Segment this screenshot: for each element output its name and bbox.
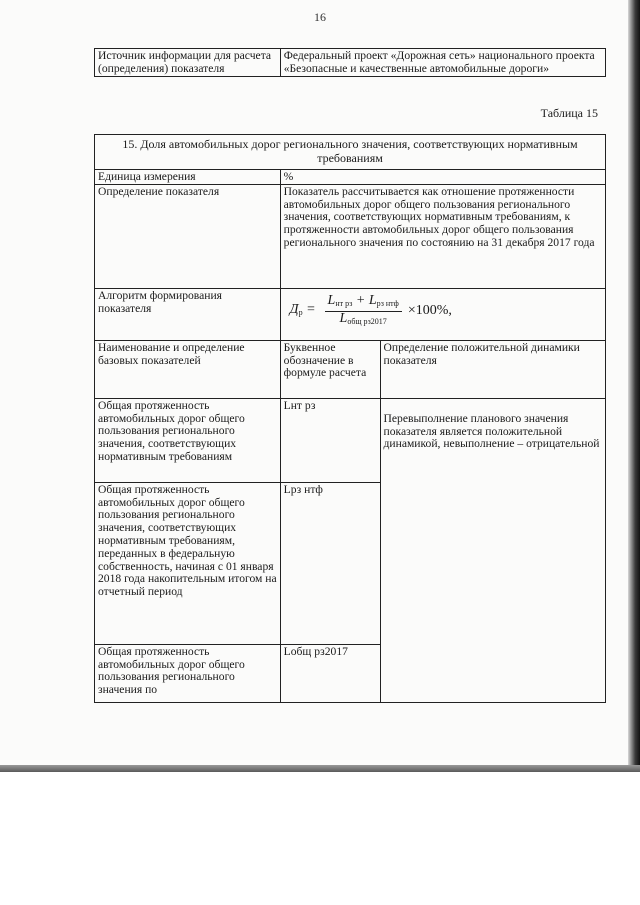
- table-row: [95, 170, 606, 185]
- definition-label: Определение показателя: [95, 184, 281, 288]
- formula-lhs: $Д_р$ =: [289, 301, 316, 317]
- page-number: 16: [314, 10, 326, 24]
- scan-edge-bottom: [0, 765, 640, 772]
- header-symbol: Буквенное обозначение в формуле расчета: [280, 340, 380, 398]
- formula-denominator: $L_{общ рз2017}$: [339, 311, 387, 327]
- algorithm-label: Алгоритм формирования показателя: [95, 288, 281, 340]
- formula-numerator: $L_{нт рз} + L_{рз нтф}$: [325, 295, 402, 313]
- indicator-table: [94, 134, 606, 703]
- scan-edge-right: [628, 0, 640, 770]
- formula-fraction: [325, 292, 402, 330]
- row-name: Общая протяженность автомобильных дорог общего пользования регионального значения, соответствующих нормативным требованиям: [95, 398, 281, 482]
- row-symbol: Lобщ рз2017: [280, 644, 380, 702]
- unit-label: Единица измерения: [95, 170, 281, 185]
- table-title: 15. Доля автомобильных дорог регионального значения, соответствующих нормативным требованиям: [95, 135, 606, 170]
- formula: [284, 290, 602, 334]
- header-name: Наименование и определение базовых показателей: [95, 340, 281, 398]
- table-row: [95, 340, 606, 398]
- table-row: [95, 184, 606, 288]
- table-row: [95, 288, 606, 340]
- source-info-table: [94, 48, 606, 77]
- formula-rhs: ×100%,: [407, 303, 452, 319]
- row-symbol: Lнт рз: [280, 398, 380, 482]
- definition-value: Показатель рассчитывается как отношение протяженности автомобильных дорог общего пользования регионального значения, соответствующих нормативным требованиям, к протяженности автомобильных дорог общего пользования регионального значения по состоянию на 31 декабря 2017 года: [280, 184, 605, 288]
- formula-cell: [280, 288, 605, 340]
- source-value: Федеральный проект «Дорожная сеть» национального проекта «Безопасные и качественные автомобильные дороги»: [280, 49, 605, 77]
- table-row: [95, 135, 606, 170]
- table-caption: Таблица 15: [540, 106, 598, 120]
- header-dynamics: Определение положительной динамики показателя: [380, 340, 605, 398]
- row-name: Общая протяженность автомобильных дорог общего пользования регионального значения по: [95, 644, 281, 702]
- table-row: [95, 398, 606, 482]
- dynamics-definition: Перевыполнение планового значения показателя является положительной динамикой, невыполнение – отрицательной: [380, 398, 605, 702]
- row-name: Общая протяженность автомобильных дорог общего пользования регионального значения, соответствующих нормативным требованиям, переданных в федеральную собственность, начиная с 01 января 2018 года накопительным итогом на отчетный период: [95, 482, 281, 644]
- row-symbol: Lрз нтф: [280, 482, 380, 644]
- table-row: [95, 49, 606, 77]
- source-label: Источник информации для расчета (определения) показателя: [95, 49, 281, 77]
- unit-value: %: [280, 170, 605, 185]
